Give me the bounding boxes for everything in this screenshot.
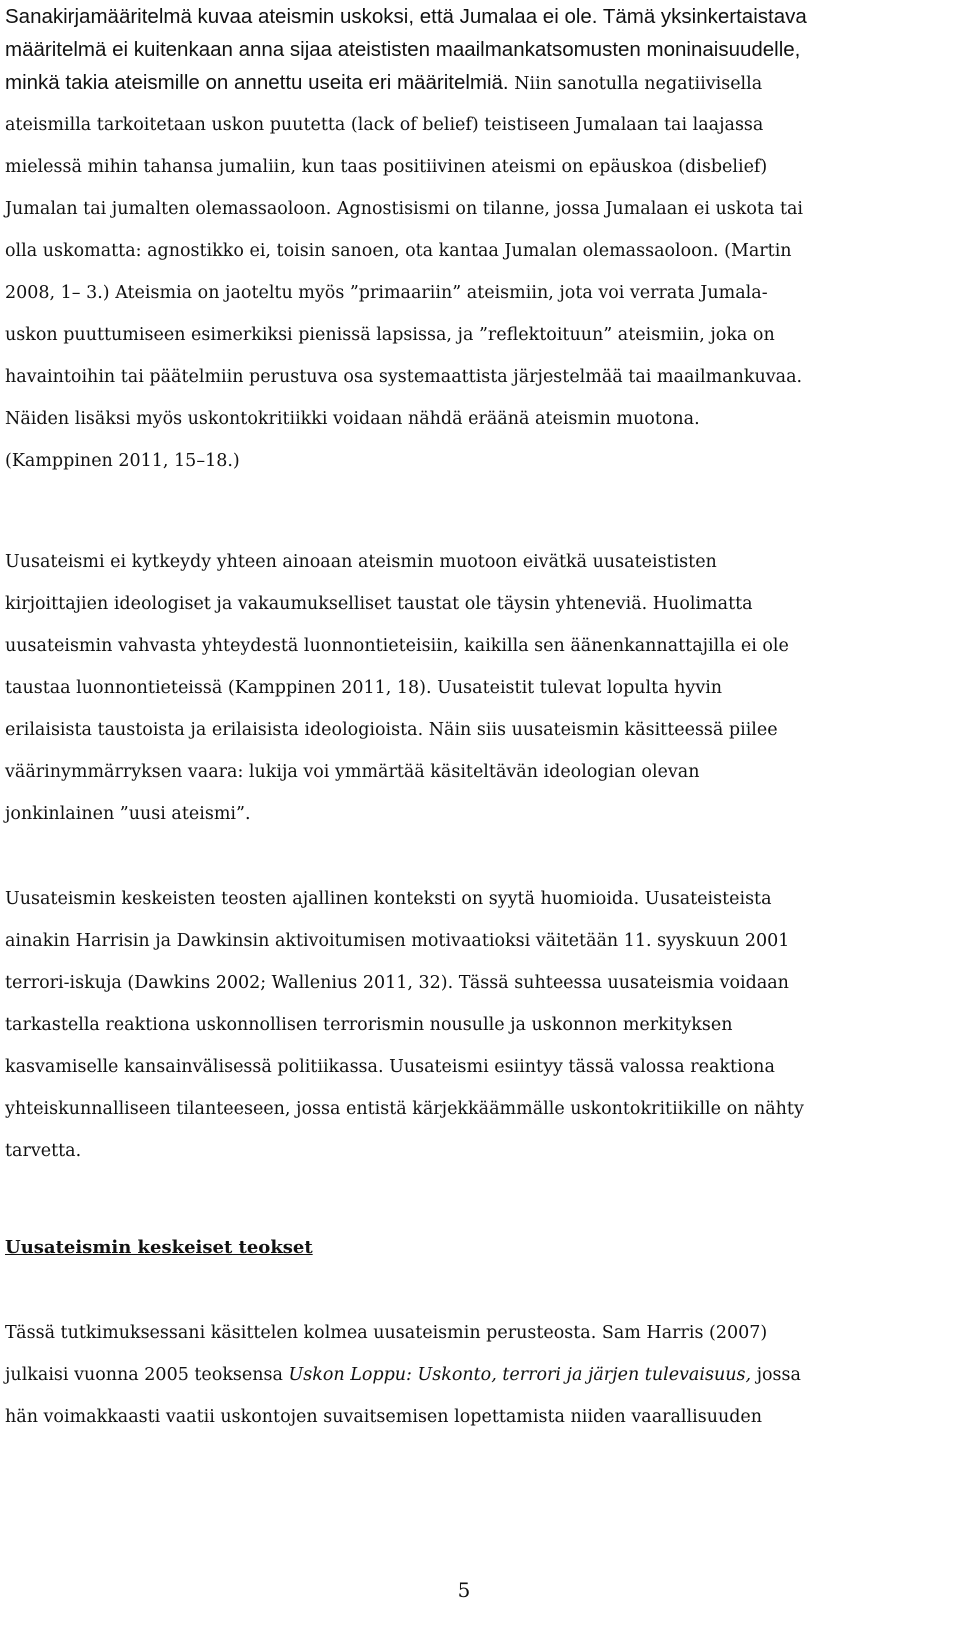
paragraph-new-atheism-background	[5, 541, 933, 835]
text-line: tarvetta.	[5, 1141, 82, 1161]
text-segment: julkaisi vuonna 2005 teoksensa	[5, 1365, 289, 1385]
section-heading: Uusateismin keskeiset teokset	[5, 1237, 313, 1258]
text-line: ainakin Harrisin ja Dawkinsin aktivoitumisen motivaatioksi väitetään 11. syyskuun 2001	[5, 931, 790, 951]
text-line: jonkinlainen ”uusi ateismi”.	[5, 804, 251, 824]
paragraph-serif-continuation	[5, 104, 933, 482]
text-line: Jumalan tai jumalten olemassaoloon. Agnostisismi on tilanne, jossa Jumalaan ei uskota tai	[5, 199, 804, 219]
text-line: taustaa luonnontieteissä (Kamppinen 2011, 18). Uusateistit tulevat lopulta hyvin	[5, 678, 723, 698]
text-line: (Kamppinen 2011, 15–18.)	[5, 451, 240, 471]
text-line-serif-part: Niin sanotulla negatiivisella	[508, 74, 763, 94]
text-line: mielessä mihin tahansa jumaliin, kun taas positiivinen ateismi on epäuskoa (disbelief)	[5, 157, 768, 177]
text-line: kirjoittajien ideologiset ja vakaumukselliset taustat ole täysin yhteneviä. Huolimatta	[5, 594, 753, 614]
text-line: yhteiskunnalliseen tilanteeseen, jossa entistä kärjekkäämmälle uskontokritiikille on nähty	[5, 1099, 804, 1119]
text-line: uskon puuttumiseen esimerkiksi pienissä lapsissa, ja ”reflektoituun” ateismiin, joka on	[5, 325, 775, 345]
book-title: Uskon Loppu: Uskonto, terrori ja järjen tulevaisuus,	[288, 1365, 752, 1385]
text-line: tarkastella reaktiona uskonnollisen terrorismin nousulle ja uskonnon merkityksen	[5, 1015, 733, 1035]
paragraph-temporal-context	[5, 878, 933, 1172]
text-line: uusateismin vahvasta yhteydestä luonnontieteisiin, kaikilla sen äänenkannattajilla ei ole	[5, 636, 789, 656]
text-line: olla uskomatta: agnostikko ei, toisin sanoen, ota kantaa Jumalan olemassaoloon. (Martin	[5, 241, 792, 261]
text-line-with-title	[5, 1354, 933, 1396]
paragraph-key-works	[5, 1312, 933, 1438]
text-line: Uusateismi ei kytkeydy yhteen ainoaan ateismin muotoon eivätkä uusateististen	[5, 552, 717, 572]
text-line: havaintoihin tai päätelmiin perustuva osa systemaattista järjestelmää tai maailmankuvaa.	[5, 367, 803, 387]
text-line: erilaisista taustoista ja erilaisista ideologioista. Näin siis uusateismin käsitteessä piilee	[5, 720, 778, 740]
text-line: väärinymmärryksen vaara: lukija voi ymmärtää käsiteltävän ideologian olevan	[5, 762, 700, 782]
page-number: 5	[457, 1578, 471, 1602]
text-line: 2008, 1– 3.) Ateismia on jaoteltu myös ”primaariin” ateismiin, jota voi verrata Jumala-	[5, 283, 768, 303]
text-line: Sanakirjamääritelmä kuvaa ateismin uskoksi, että Jumalaa ei ole. Tämä yksinkertaistava	[5, 5, 807, 28]
text-segment: jossa	[751, 1365, 801, 1385]
text-line: hän voimakkaasti vaatii uskontojen suvaitsemisen lopettamista niiden vaarallisuuden	[5, 1407, 763, 1427]
text-line: terrori-iskuja (Dawkins 2002; Wallenius 2011, 32). Tässä suhteessa uusateismia voidaan	[5, 973, 789, 993]
text-line-sans-part: minkä takia ateismille on annettu useita eri määritelmiä.	[5, 71, 509, 94]
paragraph-atheism-definitions	[5, 0, 933, 482]
text-line-mixed	[5, 66, 933, 99]
text-line: Uusateismin keskeisten teosten ajallinen konteksti on syytä huomioida. Uusateisteista	[5, 889, 772, 909]
text-line: Tässä tutkimuksessani käsittelen kolmea uusateismin perusteosta. Sam Harris (2007)	[5, 1323, 768, 1343]
text-line: Näiden lisäksi myös uskontokritiikki voidaan nähdä eräänä ateismin muotona.	[5, 409, 700, 429]
text-line: ateismilla tarkoitetaan uskon puutetta (lack of belief) teistiseen Jumalaan tai laajassa	[5, 115, 764, 135]
text-line: kasvamiselle kansainvälisessä politiikassa. Uusateismi esiintyy tässä valossa reaktiona	[5, 1057, 775, 1077]
text-line: määritelmä ei kuitenkaan anna sijaa ateististen maailmankatsomusten moninaisuudelle,	[5, 38, 801, 61]
